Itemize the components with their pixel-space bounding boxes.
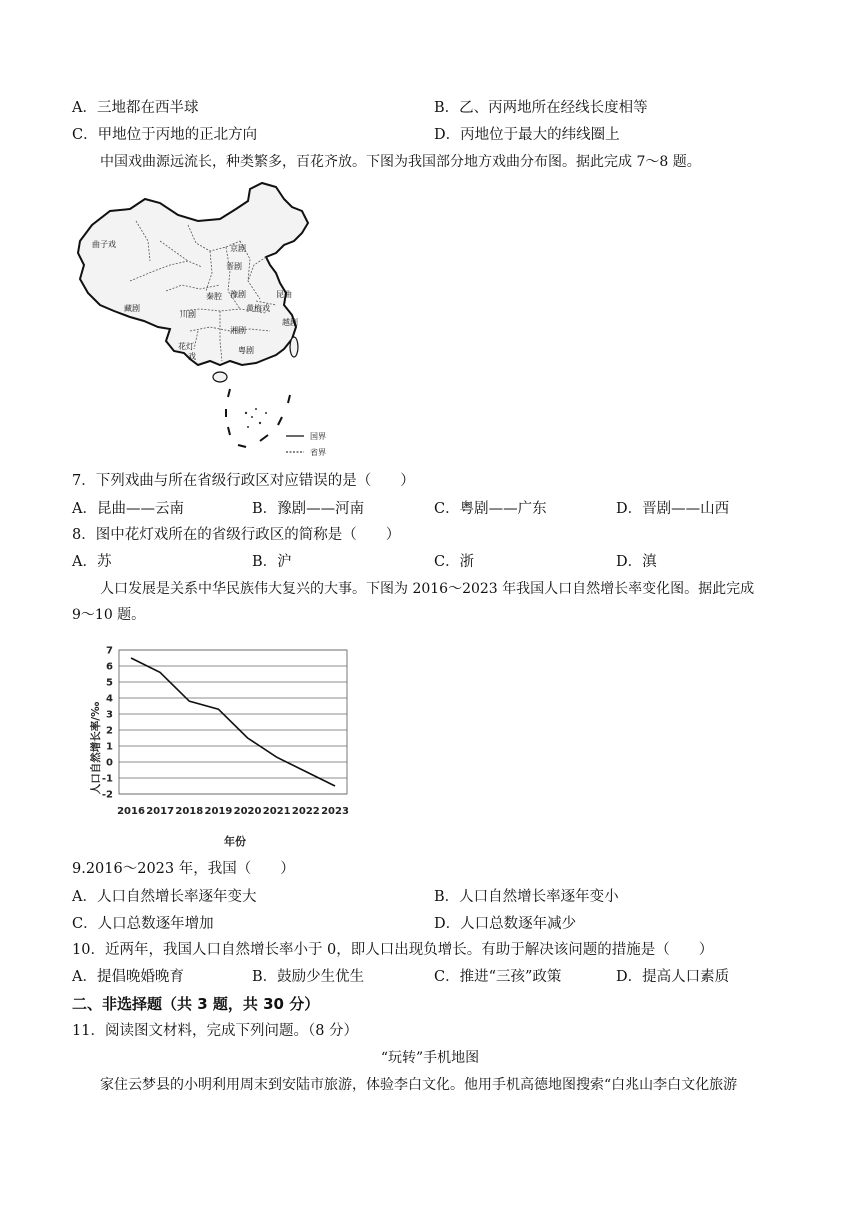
y-tick-label: 4 [106,693,113,705]
map-label-xi: 戏 [188,352,196,361]
map-label-huadeng: 花灯 [178,342,194,351]
q10-stem: 10．近两年，我国人口自然增长率小于 0，即人口出现负增长。有助于解决该问题的措施是（ ） [72,942,714,958]
legend-border-label: 国界 [310,432,326,441]
q10-option-a: A．提倡晚婚晚育 [72,969,184,985]
y-tick-label: 7 [106,645,113,657]
y-tick-label: 0 [106,757,113,769]
q7-option-b: B．豫剧——河南 [252,501,365,517]
chart-x-label: 年份 [224,835,246,848]
q8-option-c: C．浙 [434,554,475,570]
map-label-chuanju: 川剧 [180,310,196,319]
map-label-jinju: 晋剧 [226,262,242,271]
map-label-huangmeixi: 黄梅戏 [246,304,270,313]
q11-material-title: “玩转”手机地图 [380,1050,480,1066]
chart-grid [119,650,347,794]
x-tick-label: 2019 [204,806,233,817]
map-label-kunqu: 昆曲 [276,290,292,299]
population-growth-chart [85,640,357,850]
q9-stem: 9.2016～2023 年，我国（ ） [72,861,295,877]
q7-stem: 7．下列戏曲与所在省级行政区对应错误的是（ ） [72,473,415,489]
map-label-qinqiang: 秦腔 [206,292,222,301]
y-tick-label: 5 [106,677,113,689]
q7-option-d: D．晋剧——山西 [616,501,730,517]
q8-stem: 8．图中花灯戏所在的省级行政区的简称是（ ） [72,527,401,543]
x-tick-label: 2016 [117,806,145,817]
map-label-xiangju: 湘剧 [230,326,246,335]
x-tick-label: 2018 [175,806,204,817]
china-opera-map [70,181,340,463]
x-tick-label: 2022 [291,806,320,817]
q8-option-d: D．滇 [616,554,657,570]
chart-x-ticks [117,806,349,817]
y-tick-label: -2 [101,789,113,801]
x-tick-label: 2021 [262,806,291,817]
hainan-island [213,372,227,382]
q8-option-b: B．沪 [252,554,292,570]
china-outline [78,183,308,365]
map-label-yueju-zhejiang: 越剧 [282,318,298,327]
q10-option-d: D．提高人口素质 [616,969,730,985]
section-2-heading: 二、非选择题（共 3 题，共 30 分） [72,995,320,1013]
x-tick-label: 2017 [146,806,175,817]
map-label-jingju: 京剧 [230,244,246,253]
intro-9-10-line1: 人口发展是关系中华民族伟大复兴的大事。下图为 2016～2023 年我国人口自然增长率变化图。据此完成 [100,581,755,597]
south-sea-islands [245,408,267,428]
legend-province-label: 省界 [310,448,326,457]
series-line [131,658,335,786]
q11-stem: 11．阅读图文材料，完成下列问题。（8 分） [72,1023,359,1039]
intro-7-8: 中国戏曲源远流长，种类繁多，百花齐放。下图为我国部分地方戏曲分布图。据此完成 7～8 题。 [100,154,701,170]
q8-option-a: A．苏 [72,554,112,570]
q6-option-a: A．三地都在西半球 [72,100,199,116]
q6-option-c: C．甲地位于丙地的正北方向 [72,127,258,143]
y-tick-label: 3 [106,709,113,721]
q11-material-text: 家住云梦县的小明利用周末到安陆市旅游，体验李白文化。他用手机高德地图搜索“白兆山李白文化旅游 [100,1077,738,1093]
q6-option-d: D．丙地位于最大的纬线圈上 [434,127,620,143]
y-tick-label: 1 [106,741,113,753]
q9-option-c: C．人口总数逐年增加 [72,916,214,932]
q9-option-b: B．人口自然增长率逐年变小 [434,889,619,905]
y-tick-label: 2 [106,725,113,737]
chart-y-ticks [102,646,113,801]
taiwan-island [290,337,298,357]
intro-9-10-line2: 9～10 题。 [72,607,146,623]
map-label-zangju: 藏剧 [124,304,140,313]
q9-option-a: A．人口自然增长率逐年变大 [72,889,257,905]
q7-option-a: A．昆曲——云南 [72,501,184,517]
y-tick-label: -1 [101,773,113,785]
x-tick-label: 2023 [321,806,349,817]
y-tick-label: 6 [106,661,113,673]
q10-option-c: C．推进“三孩”政策 [434,969,562,985]
x-tick-label: 2020 [233,806,262,817]
chart-y-label: 人口自然增长率/‰ [90,701,102,795]
plot-frame [119,650,347,794]
south-china-sea-line [226,389,290,447]
map-label-yuju: 豫剧 [230,290,246,299]
map-label-yueju-guangdong: 粤剧 [238,346,254,355]
map-label-quzixi: 曲子戏 [92,240,116,249]
q10-option-b: B．鼓励少生优生 [252,969,365,985]
q6-option-b: B．乙、丙两地所在经线长度相等 [434,100,648,116]
q9-option-d: D．人口总数逐年减少 [434,916,577,932]
q7-option-c: C．粤剧——广东 [434,501,547,517]
